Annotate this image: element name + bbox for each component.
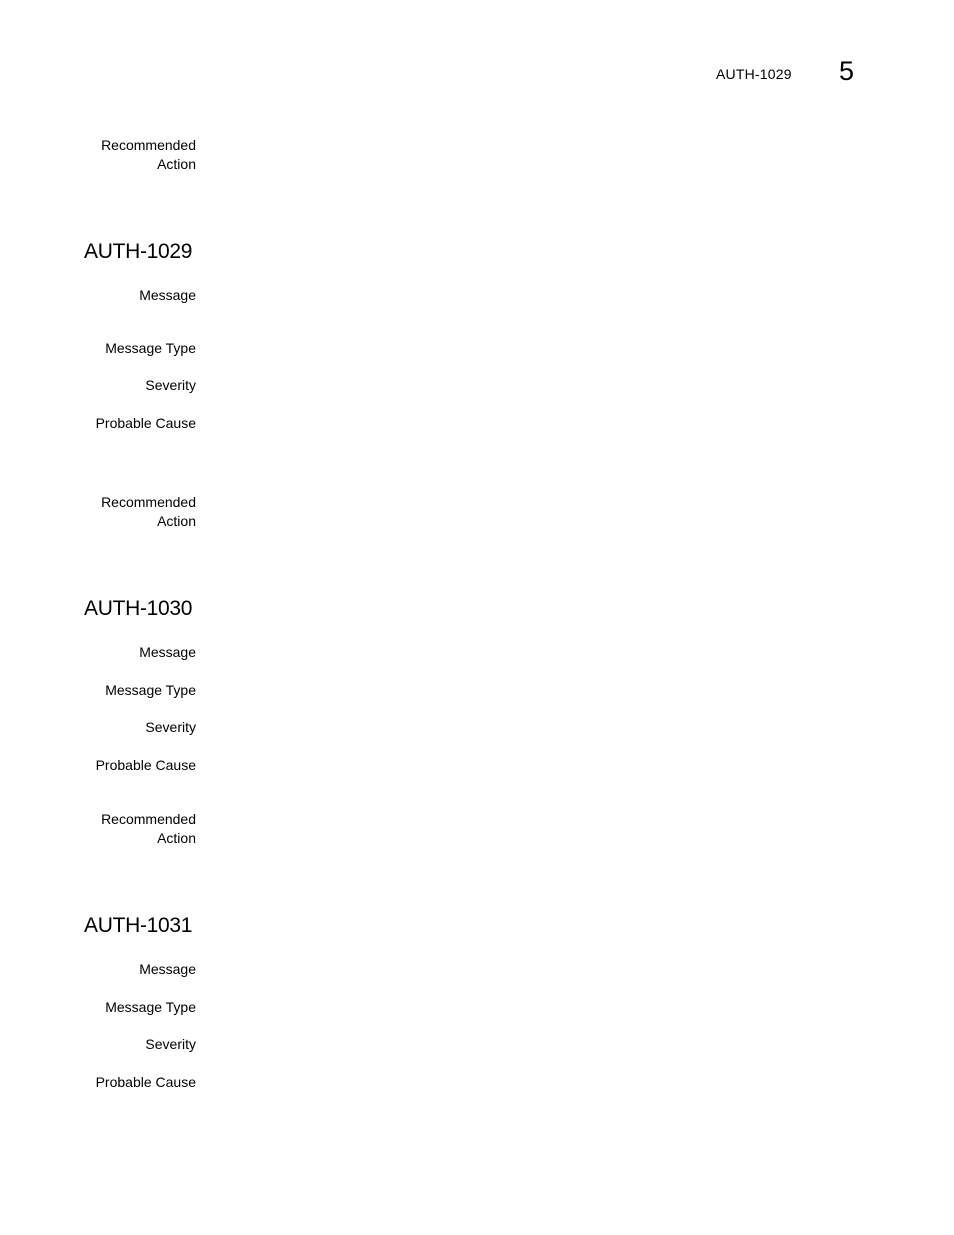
section-title-auth-1030: AUTH-1030: [84, 597, 193, 620]
recommended-action-label-line1: Recommended: [101, 494, 196, 510]
message-label: Message: [139, 644, 196, 660]
recommended-action-label-line2: Action: [157, 830, 196, 846]
message-type-label: Message Type: [105, 682, 196, 698]
probable-cause-label: Probable Cause: [95, 1074, 196, 1090]
probable-cause-label: Probable Cause: [95, 415, 196, 431]
recommended-action-label: [101, 810, 196, 848]
chapter-number: 5: [839, 56, 855, 86]
probable-cause-label: Probable Cause: [95, 757, 196, 773]
severity-label: Severity: [145, 1036, 196, 1052]
message-type-label: Message Type: [105, 999, 196, 1015]
recommended-action-label-line1: Recommended: [101, 137, 196, 153]
section-title-auth-1031: AUTH-1031: [84, 914, 193, 937]
recommended-action-label-line2: Action: [157, 156, 196, 172]
running-header-title: AUTH-1029: [716, 66, 792, 82]
message-label: Message: [139, 287, 196, 303]
severity-label: Severity: [145, 719, 196, 735]
message-label: Message: [139, 961, 196, 977]
recommended-action-label: [101, 493, 196, 531]
message-type-label: Message Type: [105, 340, 196, 356]
recommended-action-label-line2: Action: [157, 513, 196, 529]
section-title-auth-1029: AUTH-1029: [84, 240, 193, 263]
recommended-action-label-line1: Recommended: [101, 811, 196, 827]
severity-label: Severity: [145, 377, 196, 393]
recommended-action-label: [101, 136, 196, 174]
